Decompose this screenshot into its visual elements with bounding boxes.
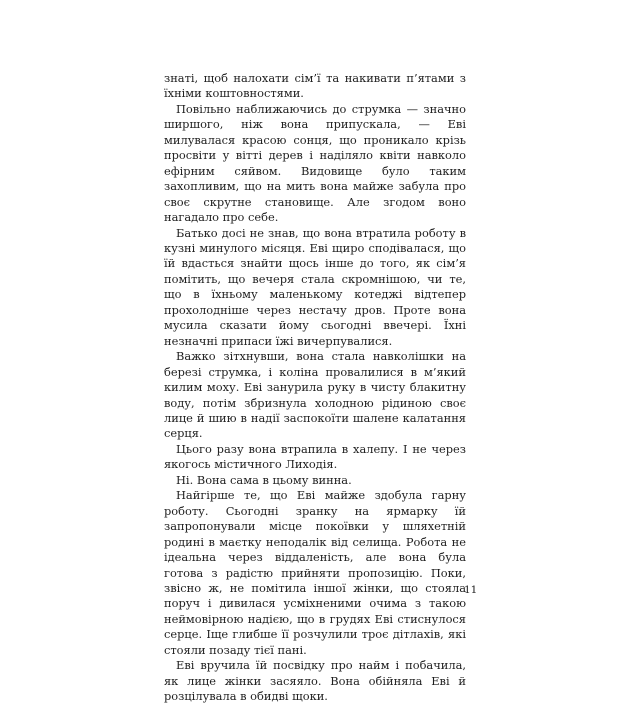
body-text [164, 71, 466, 705]
paragraph-5: Цього разу вона втрапила в халепу. І не через якогось містичного Лиходія. [164, 441, 466, 472]
paragraph-8: Еві вручила їй посвідку про найм і побачила, як лице жінки засяяло. Вона обійняла Еві й розцілувала в обидві щоки. [164, 658, 466, 704]
paragraph-7: Найгірше те, що Еві майже здобула гарну роботу. Сьогодні зранку на ярмарку їй запропонували місце покоївки у шляхетній родині в маєтку неподалік від селища. Робота не ідеальна через віддаленість, але вона була готова з радістю прийняти пропозицію. Поки, звісно ж, не помітила іншої жінки, що стояла поруч і дивилася усміхненими очима з такою неймовірною надією, що в грудях Еві стиснулося серце. Іще глибше її розчулили троє дітлахів, які стояли позаду тієї пані. [164, 488, 466, 657]
paragraph-6: Ні. Вона сама в цьому винна. [176, 472, 352, 487]
paragraph-3: Батько досі не знав, що вона втратила роботу в кузні минулого місяця. Еві щиро сподівалася, що їй вдасться знайти щось інше до того, як сім’я помітить, що вечеря стала скромнішою, чи те, що в їхньому маленькому котеджі відтепер прохолодніше через нестачу дров. Проте вона мусила сказати йому сьогодні ввечері. Їхні незначні припаси їжі вичерпувалися. [164, 225, 466, 348]
paragraph-4: Важко зітхнувши, вона стала навколішки на березі струмка, і коліна провалилися в м’який килим моху. Еві занурила руку в чисту блакитну воду, потім збризнула холодною рідиною своє лице й шию в надії заспокоїти шалене калатання серця. [164, 349, 466, 441]
paragraph-2: Повільно наближаючись до струмка — значно ширшого, ніж вона припускала, — Еві милувалася красою сонця, що проникало крізь просвіти у вітті дерев і наділяло квіти навколо ефірним сяйвом. Видовище було таким захопливим, що на мить вона майже забула про своє скрутне становище. Але згодом воно нагадало про себе. [164, 101, 466, 225]
paragraph-1: знаті, щоб налохати сім’ї та накивати п’ятами з їхніми коштовностями. [164, 71, 466, 101]
page-number: 11 [464, 584, 478, 596]
